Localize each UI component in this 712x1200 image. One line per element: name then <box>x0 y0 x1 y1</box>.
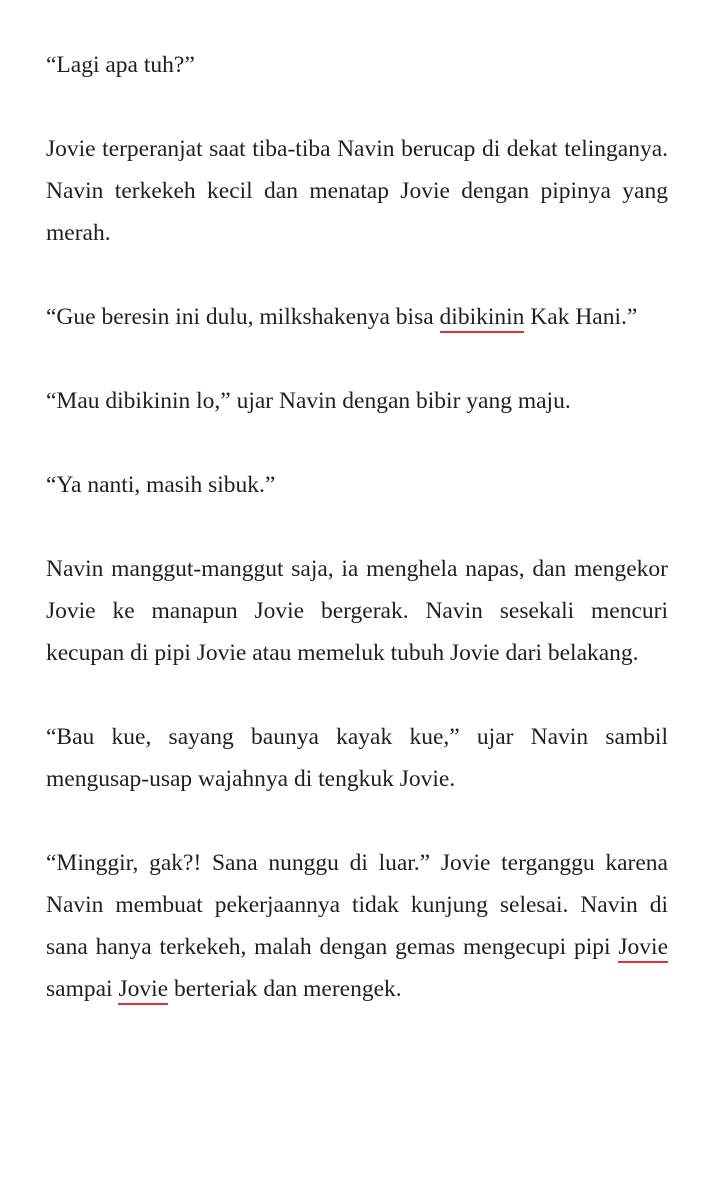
paragraph <box>46 128 668 254</box>
paragraph <box>46 464 668 506</box>
paragraph-text: “Lagi apa tuh?” <box>46 52 195 78</box>
paragraph-text: sampai <box>46 976 119 1002</box>
paragraph <box>46 296 668 338</box>
paragraph-text: “Gue beresin ini dulu, milkshakenya bisa <box>46 304 440 330</box>
paragraph-text: “Mau dibikinin lo,” ujar Navin dengan bibir yang maju. <box>46 388 571 414</box>
paragraph-text: Jovie terperanjat saat tiba-tiba Navin berucap di dekat telinganya. Navin terkekeh kecil dan menatap Jovie dengan pipinya yang merah. <box>46 136 668 246</box>
paragraph-text: “Ya nanti, masih sibuk.” <box>46 472 276 498</box>
spellcheck-flagged-word[interactable]: dibikinin <box>440 304 525 333</box>
paragraph-text: berteriak dan merengek. <box>168 976 402 1002</box>
document-body <box>46 44 668 1010</box>
paragraph <box>46 44 668 86</box>
paragraph <box>46 548 668 674</box>
paragraph-text: “Bau kue, sayang baunya kayak kue,” ujar Navin sambil mengusap-usap wajahnya di tengkuk Jovie. <box>46 724 668 792</box>
paragraph <box>46 380 668 422</box>
paragraph <box>46 716 668 800</box>
paragraph-text: Kak Hani.” <box>524 304 638 330</box>
paragraph-text: Navin manggut-manggut saja, ia menghela napas, dan mengekor Jovie ke manapun Jovie bergerak. Navin sesekali mencuri kecupan di pipi Jovie atau memeluk tubuh Jovie dari belakang. <box>46 556 668 666</box>
paragraph-text: “Minggir, gak?! Sana nunggu di luar.” Jovie terganggu karena Navin membuat pekerjaannya tidak kunjung selesai. Navin di sana hanya terkekeh, malah dengan gemas mengecupi pipi <box>46 850 668 960</box>
paragraph <box>46 842 668 1010</box>
spellcheck-flagged-word[interactable]: Jovie <box>618 934 668 963</box>
spellcheck-flagged-word[interactable]: Jovie <box>118 976 168 1005</box>
